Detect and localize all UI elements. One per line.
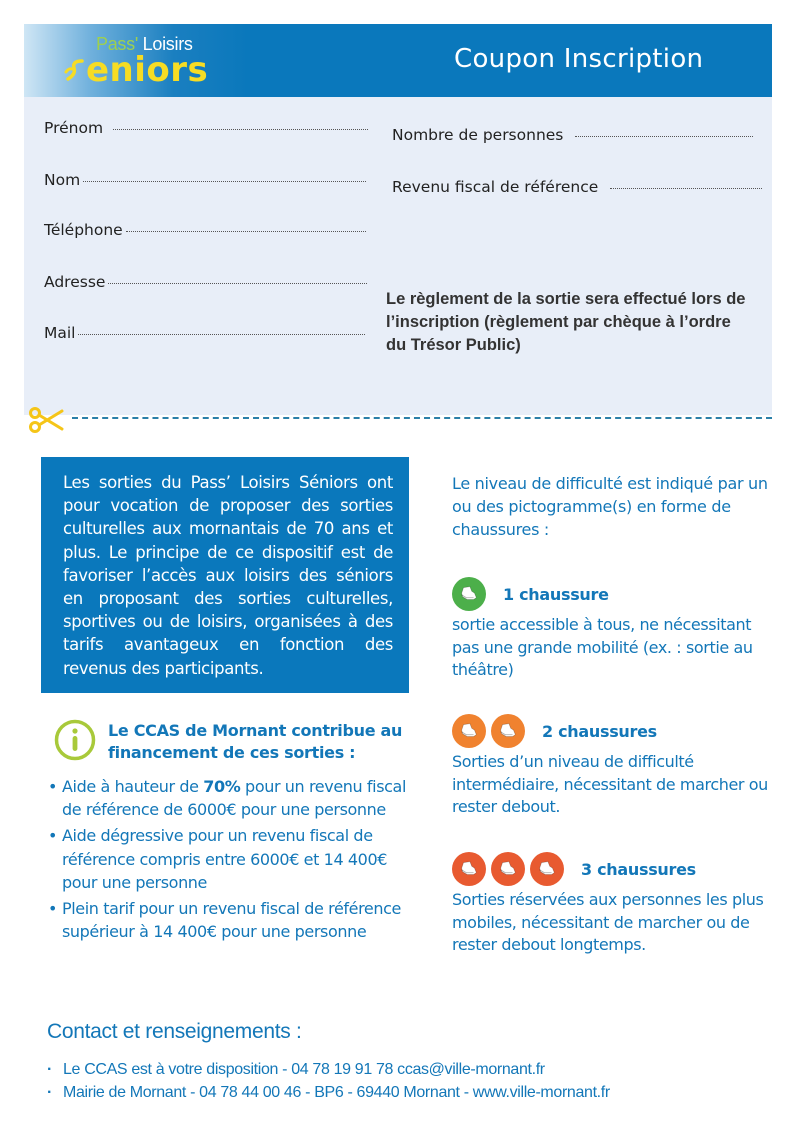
level-title: 1 chaussure <box>503 584 609 604</box>
difficulty-level-1 <box>452 576 772 682</box>
contact-title: Contact et renseignements : <box>47 1020 302 1043</box>
field-input-line[interactable] <box>610 187 762 189</box>
contact-line-ccas: · Le CCAS est à votre disposition - 04 78 19 91 78 ccas@ville-mornant.fr <box>47 1058 610 1081</box>
field-input-line[interactable] <box>126 230 366 232</box>
ccas-bullet-item <box>48 897 408 943</box>
field-input-line[interactable] <box>108 282 367 284</box>
info-icon <box>53 718 97 762</box>
field-input-line[interactable] <box>113 128 368 130</box>
field-label: Adresse <box>44 273 106 291</box>
bullet-text: Aide à hauteur de <box>62 777 204 796</box>
field-input-line[interactable] <box>575 135 753 137</box>
payment-note: Le règlement de la sortie sera effectué lors de l’inscription (règlement par chèque à l’ordre du Trésor Public) <box>386 290 746 354</box>
logo-swoosh-icon <box>64 58 86 82</box>
ccas-bullet-item <box>48 775 408 821</box>
level-description: sortie accessible à tous, ne nécessitant pas une grande mobilité (ex. : sortie au théâtre) <box>452 615 753 679</box>
field-label: Nom <box>44 171 81 189</box>
field-revenu-fiscal[interactable] <box>392 178 762 196</box>
level-title: 3 chaussures <box>581 859 696 879</box>
field-label: Mail <box>44 324 76 342</box>
field-prenom[interactable] <box>44 119 368 137</box>
field-label: Téléphone <box>44 221 123 239</box>
shoe-icon <box>491 714 525 748</box>
coupon-header <box>24 24 772 97</box>
difficulty-level-2 <box>452 713 772 819</box>
shoe-icon <box>452 577 486 611</box>
shoe-icon <box>530 852 564 886</box>
ccas-bullet-list <box>48 775 408 946</box>
bullet-highlight: 70% <box>203 777 241 796</box>
shoe-icon <box>452 714 486 748</box>
field-mail[interactable] <box>44 324 365 342</box>
field-input-line[interactable] <box>83 180 366 182</box>
field-label: Revenu fiscal de référence <box>392 178 599 196</box>
shoe-icons <box>452 713 772 749</box>
coupon-form <box>24 97 772 415</box>
logo-pass: Pass' <box>96 34 138 54</box>
field-nombre-personnes[interactable] <box>392 126 753 144</box>
page-title: Coupon Inscription <box>454 44 704 74</box>
intro-text: Les sorties du Pass’ Loisirs Séniors ont pour vocation de proposer des sorties culturelles aux mornantais de 70 ans et plus. Le principe de ce dispositif est de favoriser l’accès aux loisirs des séniors en proposant des sorties culturelles, sportives ou de loisirs, organisées à des tarifs avantageux en fonction des revenus des participants. <box>63 473 393 678</box>
bullet-text: pour un revenu fiscal de référence de 6000€ pour une personne <box>62 777 406 820</box>
shoe-icon <box>491 852 525 886</box>
level-description: Sorties d’un niveau de difficulté intermédiaire, nécessitant de marcher ou rester debout. <box>452 752 768 816</box>
shoe-icons <box>452 851 772 887</box>
level-title: 2 chaussures <box>542 721 657 741</box>
field-telephone[interactable] <box>44 221 366 239</box>
field-input-line[interactable] <box>78 333 365 335</box>
field-adresse[interactable] <box>44 273 367 291</box>
field-nom[interactable] <box>44 171 366 189</box>
ccas-title: Le CCAS de Mornant contribue au financement de ces sorties : <box>108 721 403 762</box>
logo-loisirs: Loisirs <box>142 34 193 54</box>
difficulty-intro: Le niveau de difficulté est indiqué par un ou des pictogramme(s) en forme de chaussures : <box>452 474 768 540</box>
field-label: Prénom <box>44 119 104 137</box>
logo-seniors: eniors <box>86 50 209 90</box>
shoe-icons <box>452 576 772 612</box>
difficulty-level-3 <box>452 851 772 957</box>
level-description: Sorties réservées aux personnes les plus mobiles, nécessitant de marcher ou de rester debout longtemps. <box>452 890 764 954</box>
field-label: Nombre de personnes <box>392 126 564 144</box>
contact-list <box>47 1058 610 1104</box>
bullet-text: Aide dégressive pour un revenu fiscal de référence compris entre 6000€ et 14 400€ pour une personne <box>62 826 388 892</box>
ccas-bullet-item <box>48 824 408 894</box>
contact-line-mairie: · Mairie de Mornant - 04 78 44 00 46 - BP6 - 69440 Mornant - www.ville-mornant.fr <box>47 1081 610 1104</box>
shoe-icon <box>452 852 486 886</box>
intro-box <box>41 457 409 693</box>
cut-line-divider <box>72 417 772 419</box>
bullet-text: Plein tarif pour un revenu fiscal de référence supérieur à 14 400€ pour une personne <box>62 899 401 942</box>
scissors-icon <box>28 405 64 435</box>
